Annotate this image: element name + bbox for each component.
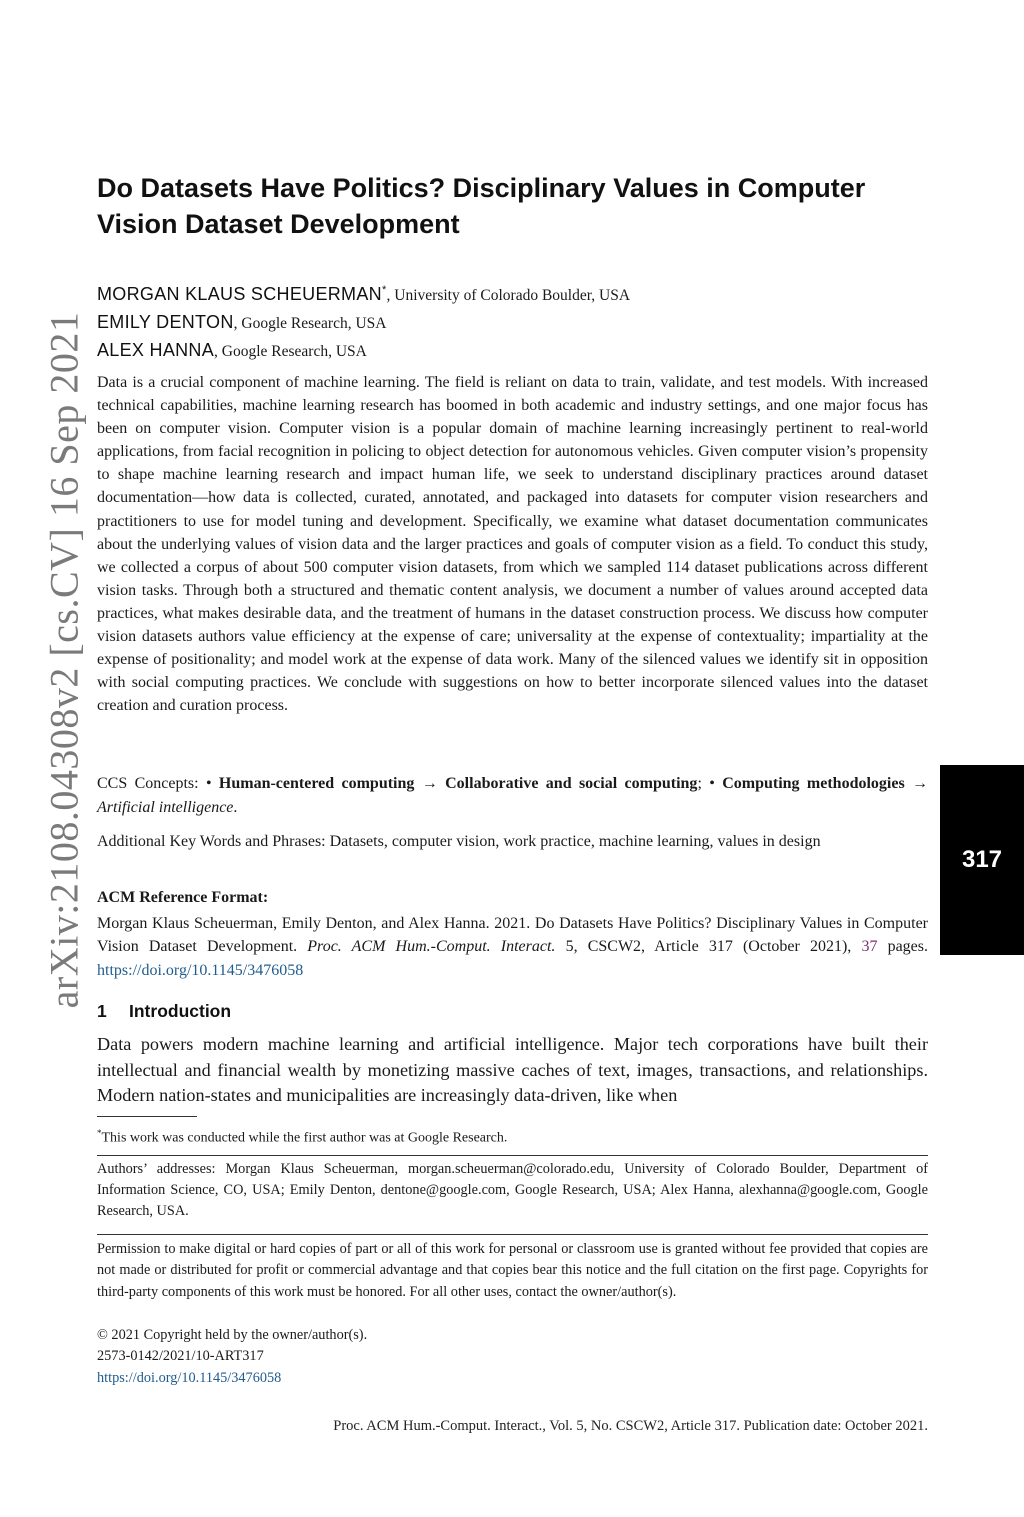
addresses-divider — [97, 1155, 928, 1156]
footnote-mark: * — [97, 1128, 102, 1138]
section-title: Introduction — [129, 1001, 232, 1021]
issn-line: 2573-0142/2021/10-ART317 — [97, 1348, 264, 1365]
permission-notice: Permission to make digital or hard copies of part or all of this work for personal or classroom use is granted without fee provided that copies are not made or distributed for profit or commercial advantage and that copies bear this notice and the full citation on the first page. Copyrights for third-party components of this work must be honored. For all other uses, contact the owner/author(s). — [97, 1241, 928, 1300]
publication-info — [97, 1325, 928, 1389]
author-affiliation: , Google Research, USA — [214, 343, 367, 360]
author-affiliation: , Google Research, USA — [233, 315, 387, 332]
keywords: Additional Key Words and Phrases: Datasets, computer vision, work practice, machine learning, values in design — [97, 833, 821, 850]
footnote: *This work was conducted while the first author was at Google Research. — [97, 1128, 508, 1146]
ccs-concept: Computing methodologies — [722, 775, 905, 792]
author-entry — [97, 337, 927, 365]
ccs-concepts: CCS Concepts: • Human-centered computing → Collaborative and social computing; • Computing methodologies → Artificial intelligence. — [97, 775, 929, 816]
introduction-text: Data powers modern machine learning and artificial intelligence. Major tech corporations have built their intellectual and financial wealth by monetizing massive caches of text, images, transactions, and relationships. Modern nation-states and municipalities are increasingly data-driven, like when — [97, 1034, 928, 1105]
footer-doi-link[interactable]: https://doi.org/10.1145/3476058 — [97, 1369, 282, 1386]
running-footer: Proc. ACM Hum.-Comput. Interact., Vol. 5, No. CSCW2, Article 317. Publication date: October 2021. — [333, 1418, 928, 1434]
author-footnote-mark: * — [381, 284, 387, 296]
author-entry — [97, 309, 927, 337]
page-count-link[interactable]: 37 — [861, 938, 878, 956]
acm-reference-heading: ACM Reference Format: — [97, 889, 269, 906]
permission-divider — [97, 1234, 928, 1235]
section-heading — [97, 1001, 231, 1022]
acm-reference-text: Morgan Klaus Scheuerman, Emily Denton, and Alex Hanna. 2021. Do Datasets Have Politics? Disciplinary Values in Computer Vision Dataset Development. Proc. ACM Hum.-Comput. Interact. 5, CSCW2, Article 317 (October 2021), 37 pages. https://doi.org/10.1145/3476058 — [97, 915, 928, 979]
author-name: ALEX HANNA — [97, 340, 215, 360]
doi-link[interactable]: https://doi.org/10.1145/3476058 — [97, 961, 304, 979]
ccs-concept: Collaborative and social computing — [445, 775, 698, 792]
article-number-tab: 317 — [940, 765, 1024, 955]
arxiv-identifier-stamp: arXiv:2108.04308v2 [cs.CV] 16 Sep 2021 — [41, 311, 87, 1009]
author-addresses: Authors’ addresses: Morgan Klaus Scheuerman, morgan.scheuerman@colorado.edu, University of Colorado Boulder, Department of Information Science, CO, USA; Emily Denton, dentone@google.com, Google Research, USA; Alex Hanna, alexhanna@google.com, Google Research, USA. — [97, 1161, 928, 1220]
author-entry — [97, 277, 927, 309]
author-name: MORGAN KLAUS SCHEUERMAN* — [97, 284, 387, 304]
ccs-concept: Artificial intelligence — [97, 798, 234, 816]
section-number: 1 — [97, 1001, 107, 1021]
footnote-divider — [97, 1116, 197, 1117]
copyright-line: © 2021 Copyright held by the owner/author(s). — [97, 1327, 368, 1343]
abstract: Data is a crucial component of machine learning. The field is reliant on data to train, validate, and test models. With increased technical capabilities, machine learning research has boomed in both academic and industry settings, and one major focus has been on computer vision. Computer vision is a popular domain of machine learning increasingly pertinent to real-world applications, from facial recognition in policing to object detection for autonomous vehicles. Given computer vision’s propensity to shape machine learning research and impact human life, we seek to understand disciplinary practices around dataset documentation—how data is collected, curated, annotated, and packaged into datasets for computer vision researchers and practitioners to use for model tuning and development. Specifically, we examine what dataset documentation communicates about the underlying values of vision data and the larger practices and goals of computer vision as a field. To conduct this study, we collected a corpus of about 500 computer vision datasets, from which we sampled 114 dataset publications across different vision tasks. Through both a structured and thematic content analysis, we document a number of values around accepted data practices, what makes desirable data, and the treatment of humans in the dataset construction process. We discuss how computer vision datasets authors value efficiency at the expense of care; universality at the expense of contextuality; impartiality at the expense of positionality; and model work at the expense of data work. Many of the silenced values we identify sit in opposition with social computing practices. We conclude with suggestions on how to better incorporate silenced values into the dataset creation and curation process. — [97, 374, 928, 715]
author-affiliation: , University of Colorado Boulder, USA — [386, 287, 631, 304]
author-name: EMILY DENTON — [97, 312, 234, 332]
author-list — [97, 277, 927, 365]
ccs-concept: Human-centered computing — [218, 775, 415, 792]
paper-title: Do Datasets Have Politics? Disciplinary Values in Computer Vision Dataset Development — [97, 173, 866, 239]
